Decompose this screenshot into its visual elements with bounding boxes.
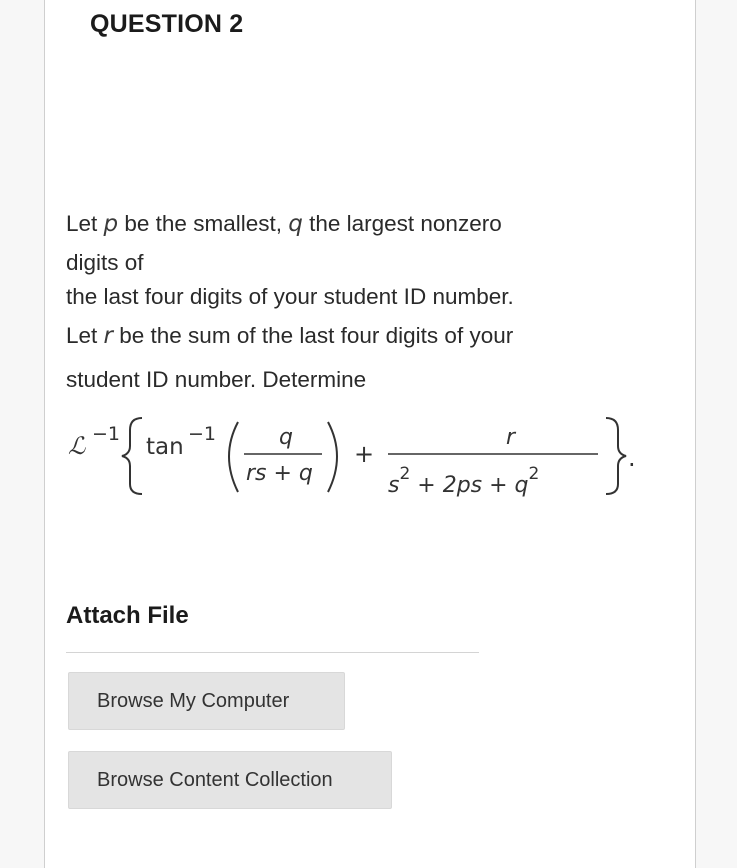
var-r: r: [103, 323, 113, 349]
question-panel: [44, 0, 696, 868]
var-q: q: [288, 211, 303, 237]
body-line-1: [66, 202, 656, 246]
body-line-2: digits of: [66, 250, 144, 275]
fraction2-denominator: [388, 464, 539, 498]
body-line-4: [66, 314, 656, 358]
text-fragment: be the smallest,: [118, 211, 289, 236]
body-line-3: the last four digits of your student ID number.: [66, 284, 514, 309]
var-p: p: [103, 211, 119, 237]
browse-content-collection-button[interactable]: Browse Content Collection: [68, 751, 392, 809]
tan-superscript: −1: [188, 423, 217, 445]
laplace-operator: ℒ: [68, 432, 86, 460]
den-base: s: [388, 473, 400, 498]
tan-function: tan: [146, 434, 184, 460]
fraction1-denominator: rs + q: [246, 461, 313, 486]
right-brace: [606, 418, 626, 494]
den-mid: + 2ps + q: [410, 473, 529, 498]
attach-file-heading: Attach File: [66, 602, 189, 629]
left-brace: [122, 418, 142, 494]
fraction1-numerator: q: [279, 425, 293, 450]
question-title: QUESTION 2: [90, 10, 244, 38]
text-fragment: be the sum of the last four digits of your: [113, 323, 514, 348]
question-body: [66, 202, 656, 402]
fraction2-numerator: r: [506, 425, 516, 450]
right-paren: [328, 422, 337, 492]
inverse-superscript: −1: [92, 423, 121, 445]
browse-my-computer-button[interactable]: Browse My Computer: [68, 672, 345, 730]
plus-sign: +: [354, 440, 375, 468]
text-fragment: Let: [66, 211, 104, 236]
den-exp2: 2: [528, 464, 540, 484]
body-line-5: student ID number. Determine: [66, 367, 367, 392]
laplace-formula: [66, 402, 666, 512]
period: .: [628, 444, 636, 472]
den-exp1: 2: [399, 464, 411, 484]
text-fragment: Let: [66, 323, 104, 348]
text-fragment: the largest nonzero: [302, 211, 502, 236]
divider: [66, 652, 479, 653]
left-paren: [229, 422, 238, 492]
